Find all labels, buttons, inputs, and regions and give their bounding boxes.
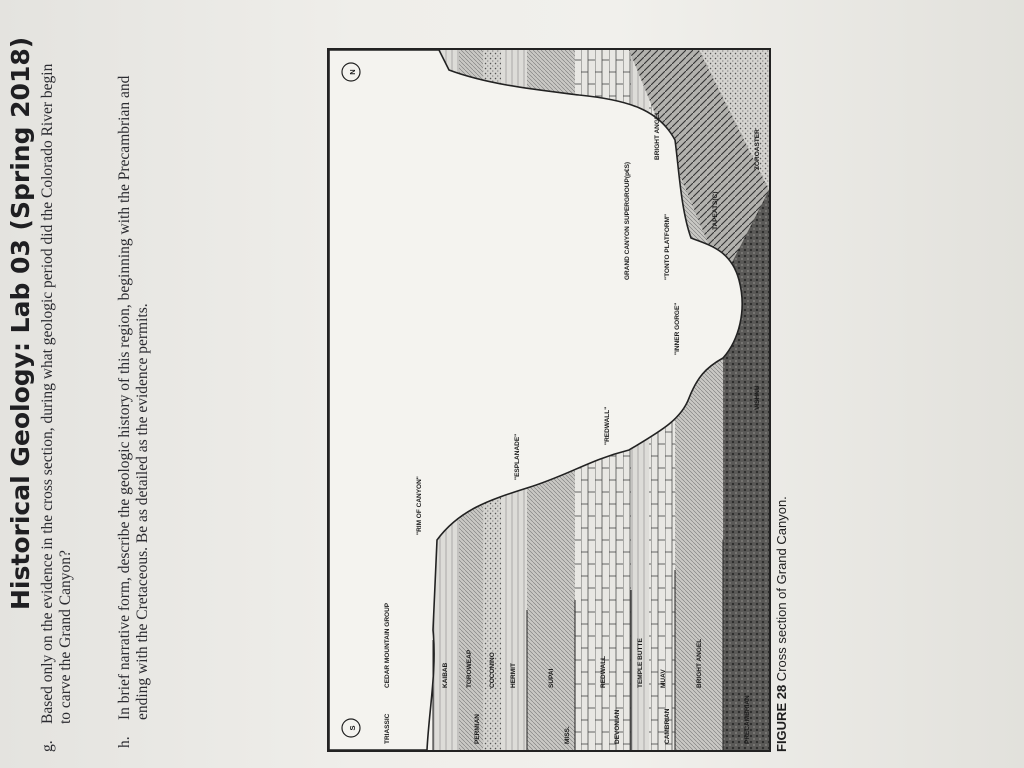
question-h-text: In brief narrative form, describe the geologic history of this region, beginning with the Precambrian and ending with the Cretaceous. Be as detailed as the evidence permits. <box>116 75 151 720</box>
figure-caption <box>774 496 789 752</box>
period-label-triassic: TRIASSIC <box>384 713 391 744</box>
landform-redwall: "REDWALL" <box>604 406 611 445</box>
north-label: N <box>348 69 357 75</box>
question-h-number: h. <box>116 736 133 748</box>
unit-label-bright-angel-right: BRIGHT ANGEL <box>654 110 661 160</box>
figure-caption-text: Cross section of Grand Canyon. <box>774 496 789 682</box>
unit-label-redwall: REDWALL <box>600 655 607 688</box>
landform-rim-of-canyon: "RIM OF CANYON" <box>416 476 423 535</box>
landform-esplanade: "ESPLANADE" <box>514 433 521 480</box>
unit-label-grand-canyon-supergroup: GRAND CANYON SUPERGROUP(p€S) <box>624 161 631 280</box>
landform-inner-gorge: "INNER GORGE" <box>674 302 681 355</box>
period-label-permian: PERMIAN <box>474 714 481 744</box>
question-g-text: Based only on the evidence in the cross section, during what geologic period did the Colorado River begin to carve the Grand Canyon? <box>39 63 74 724</box>
period-label-devonian: DEVONIAN <box>614 709 621 744</box>
period-label-miss: MISS. <box>564 726 571 744</box>
unit-label-kaibab: KAIBAB <box>442 662 449 688</box>
unit-label-cedar-mountain: CEDAR MOUNTAIN GROUP <box>384 602 391 688</box>
unit-label-bright-angel: BRIGHT ANGEL <box>696 638 703 688</box>
page-title: Historical Geology: Lab 03 (Spring 2018) <box>6 36 35 610</box>
unit-label-hermit: HERMIT <box>510 663 517 688</box>
worksheet-page <box>6 0 1006 760</box>
landform-tonto-platform: "TONTO PLATFORM" <box>664 213 671 280</box>
unit-label-temple-butte: TEMPLE BUTTE <box>637 638 644 688</box>
unit-label-toroweap: TOROWEAP <box>466 649 473 688</box>
period-label-precambrian: PRECAMBRIAN <box>744 695 751 744</box>
question-g-number: g. <box>39 740 56 752</box>
unit-label-coconino: COCONINO <box>489 652 496 688</box>
unit-label-vishnu: VISHNU <box>754 385 761 410</box>
south-label: S <box>348 725 357 731</box>
unit-label-supai: SUPAI <box>548 668 555 688</box>
cross-section-diagram <box>329 50 769 750</box>
figure-caption-number: FIGURE 28 <box>774 684 789 752</box>
period-label-cambrian: CAMBRIAN <box>664 708 671 744</box>
unit-label-tapeats: TAPEATS(C) <box>712 191 719 230</box>
cross-section-figure <box>327 48 771 752</box>
unit-label-muav: MUAV <box>660 669 667 688</box>
unit-label-zoroaster: ZOROASTER <box>754 129 761 170</box>
